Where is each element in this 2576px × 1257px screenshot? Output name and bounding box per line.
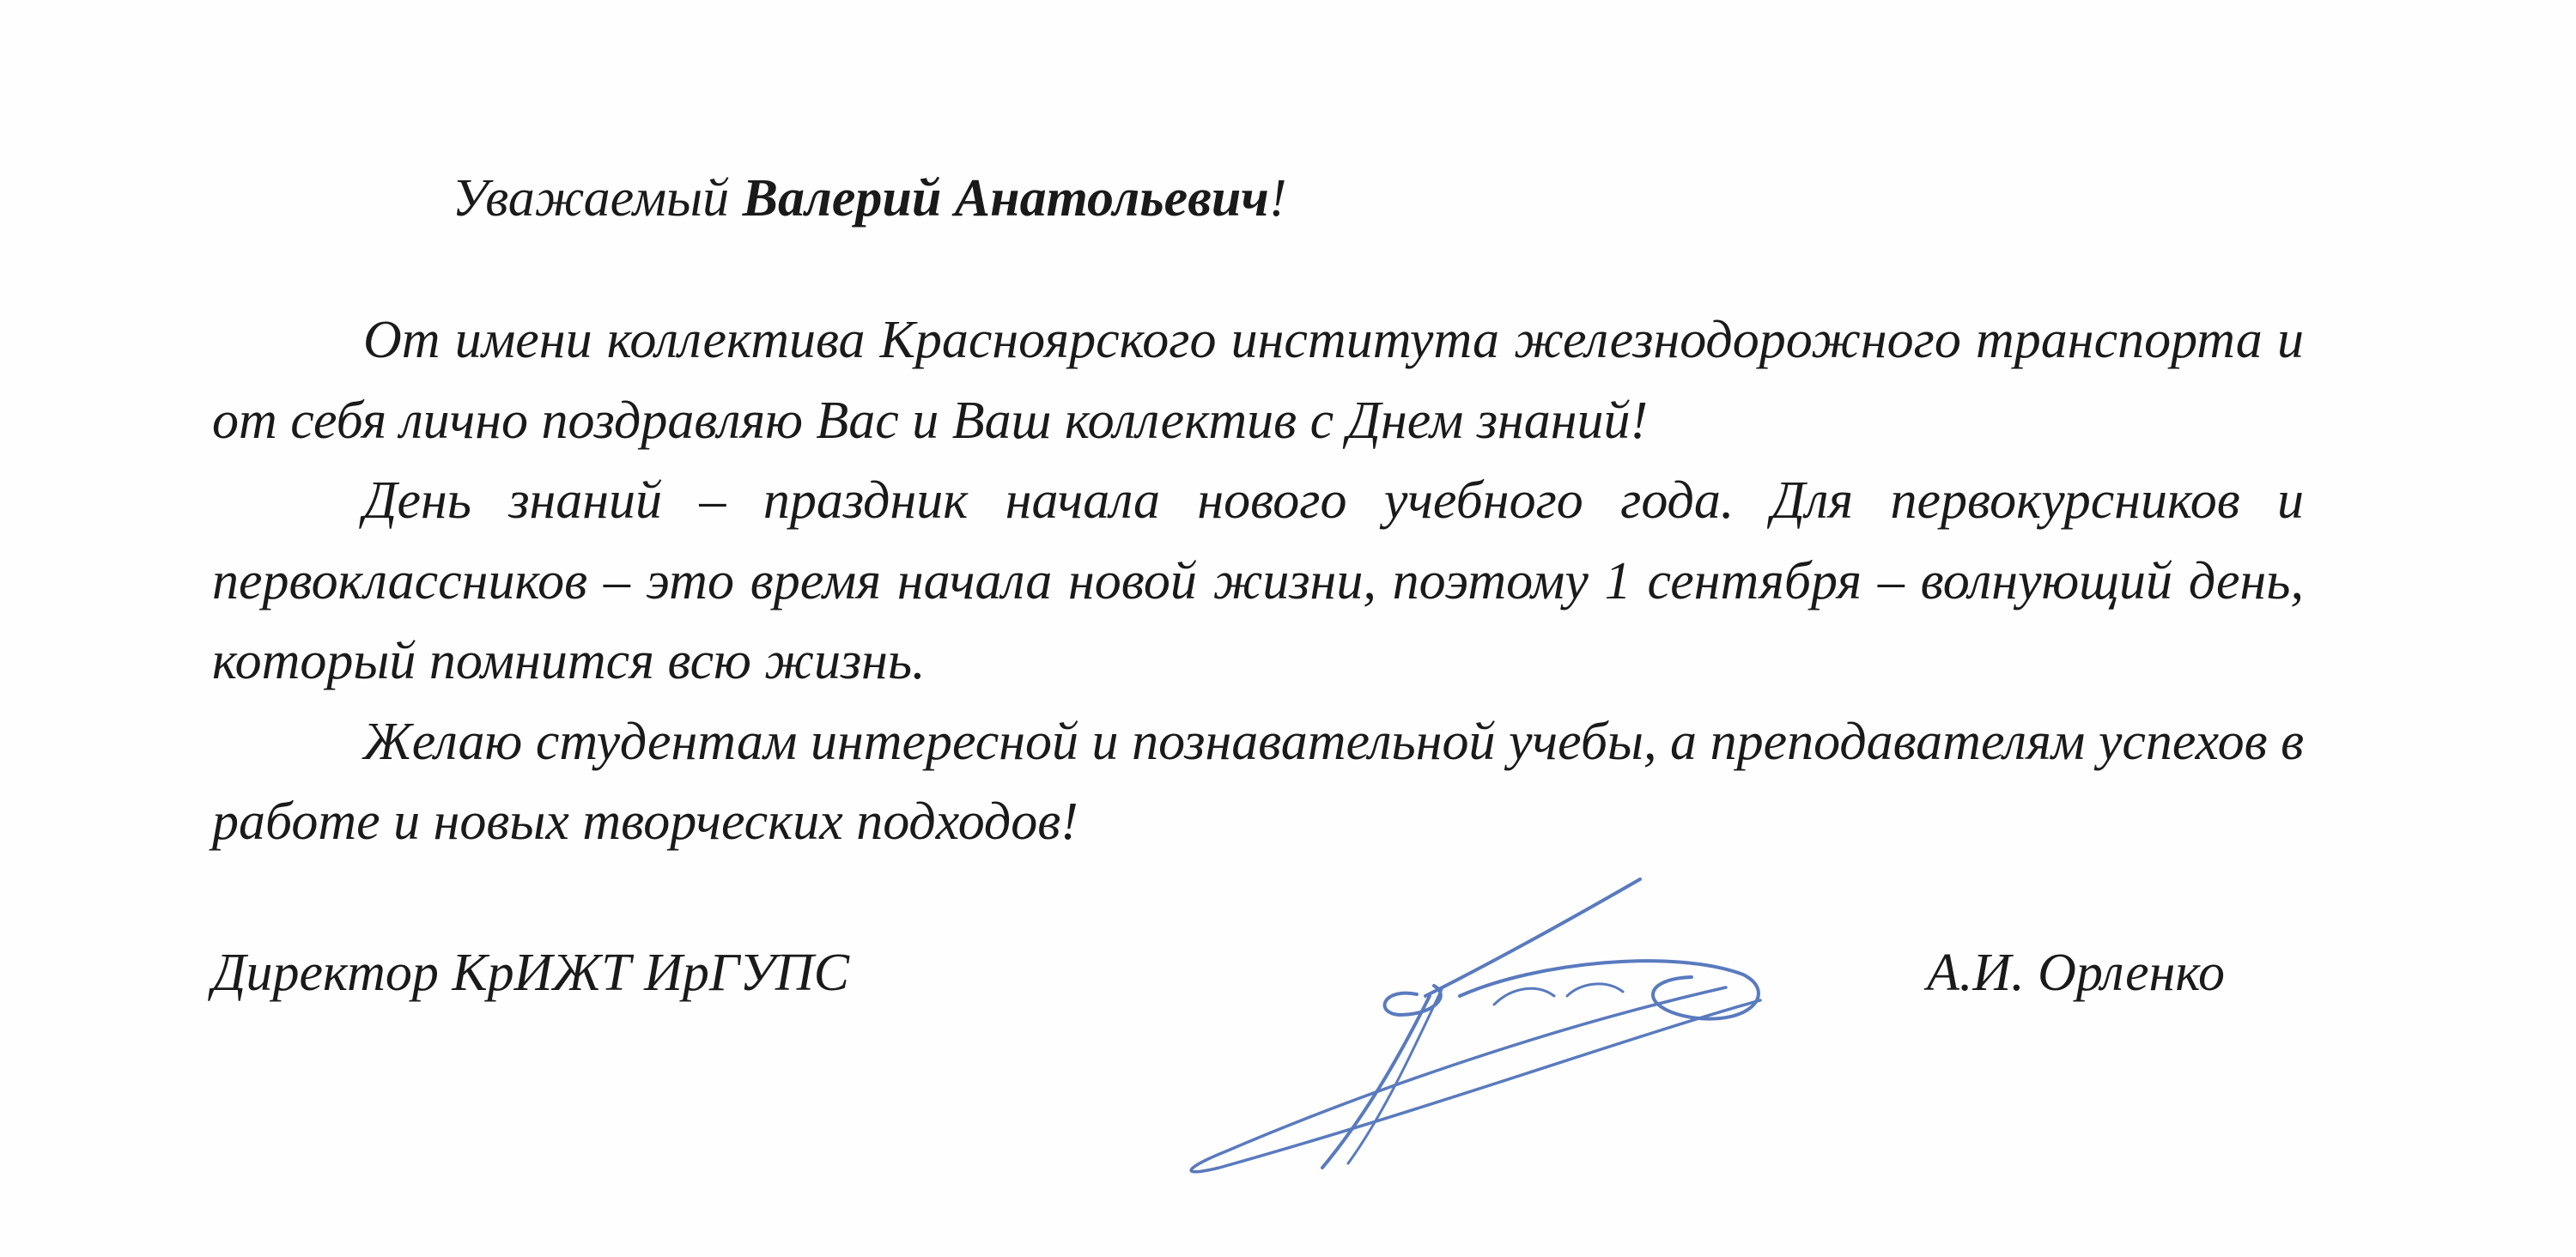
paragraph-1: От имени коллектива Красноярского института железнодорожного транспорта и от себя лично поздравляю Вас и Ваш коллектив с Днем знаний!	[212, 311, 2304, 450]
paragraph-2: День знаний – праздник начала нового учебного года. Для первокурсников и первоклассников – это время начала новой жизни, поэтому 1 сентября – волнующий день, который помнится всю жизнь.	[212, 471, 2304, 690]
signatory-title: Директор КрИЖТ ИрГУПС	[212, 944, 850, 1002]
signatory-name: А.И. Орленко	[1927, 944, 2226, 1002]
greeting-prefix: Уважаемый	[452, 169, 743, 228]
recipient-name: Валерий Анатольевич	[742, 169, 1269, 228]
handwritten-signature	[1091, 867, 1777, 1211]
greeting-suffix: !	[1268, 169, 1287, 228]
paragraph-3: Желаю студентам интересной и познавательной учебы, а преподавателям успехов в работе и новых творческих подходов!	[212, 712, 2304, 851]
